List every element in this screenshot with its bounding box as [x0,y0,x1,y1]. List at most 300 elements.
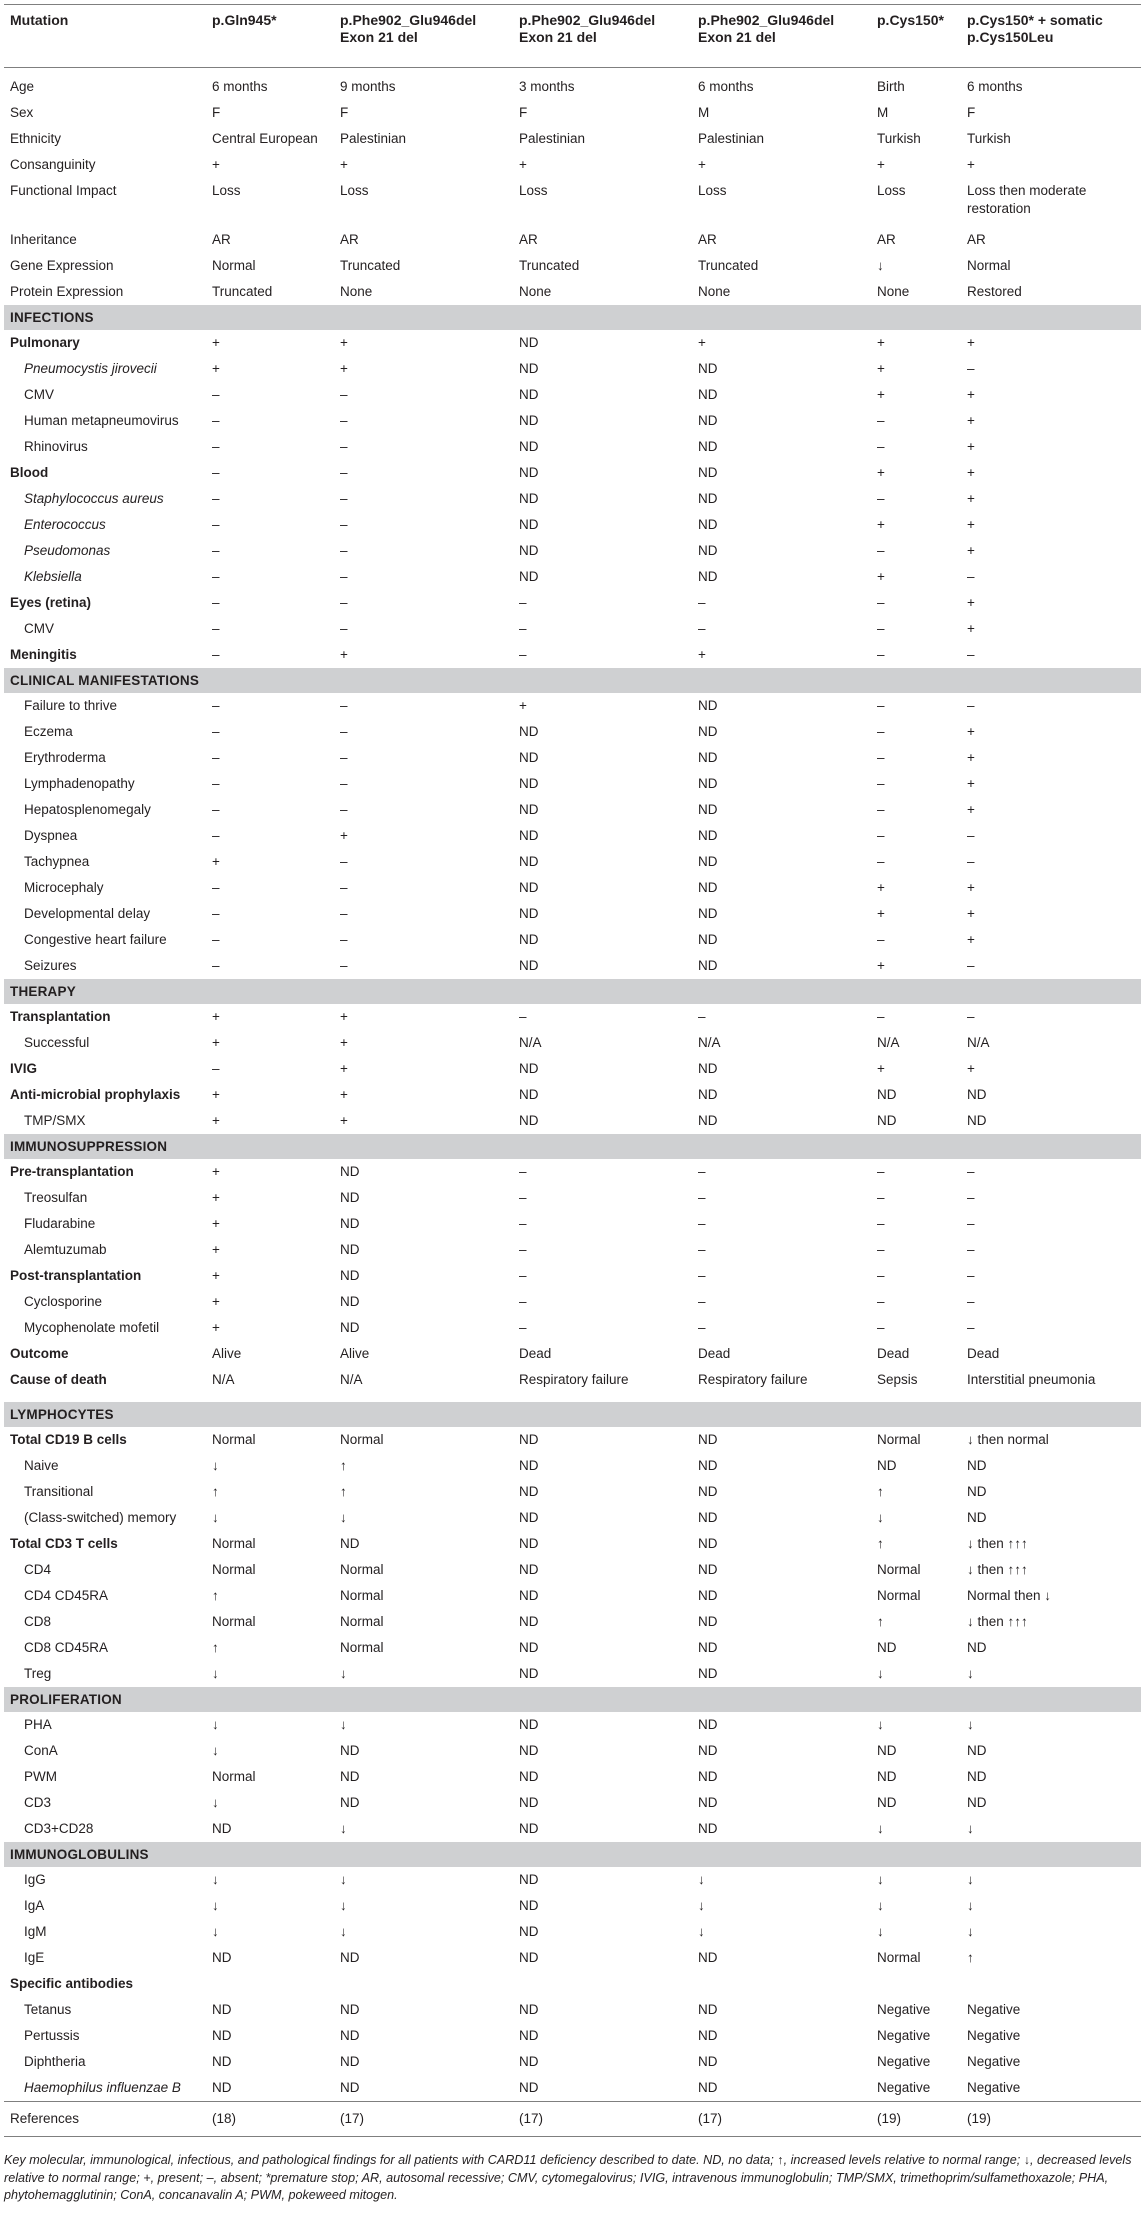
table-cell: ND [967,1484,987,1499]
table-cell: ↓ [212,1872,219,1887]
row-label: Inheritance [10,232,77,247]
table-cell: – [967,1009,975,1024]
table-row [4,330,1141,356]
table-cell: – [340,724,348,739]
row-label: Erythroderma [24,750,106,765]
table-cell: (17) [334,2102,513,2137]
table-cell: – [519,595,527,610]
table-cell: N/A [877,1035,900,1050]
table-cell: ND [519,1950,539,1965]
table-cell: ND [519,491,539,506]
table-cell: – [698,1242,706,1257]
table-cell: – [877,724,885,739]
table-cell: + [212,1035,220,1050]
table-row [4,356,1141,382]
table-cell: ND [519,906,539,921]
table-cell: – [212,517,220,532]
table-cell: ND [698,958,718,973]
table-row [4,1583,1141,1609]
table-cell: ND [340,1268,360,1283]
row-label: Rhinovirus [24,439,88,454]
table-cell: ND [212,2002,232,2017]
row-label: Specific antibodies [10,1976,134,1991]
row-label: CD8 [24,1614,52,1629]
table-cell: ↑ [340,1458,347,1473]
table-cell: + [212,1164,220,1179]
row-label: Pulmonary [10,335,80,350]
table-cell: ND [698,413,718,428]
table-cell: Respiratory failure [698,1372,808,1387]
table-cell: + [212,1268,220,1283]
table-cell: ND [519,387,539,402]
table-cell: + [212,157,220,172]
table-cell: ND [519,1484,539,1499]
table-cell: ND [519,958,539,973]
table-cell: – [340,517,348,532]
table-cell: ND [212,2028,232,2043]
table-row [4,512,1141,538]
table-cell: AR [212,232,231,247]
table-cell: – [877,1294,885,1309]
table-cell [334,1971,513,1997]
table-cell: ND [967,1087,987,1102]
table-cell: ↓ [967,1898,974,1913]
table-cell: – [340,491,348,506]
table-row [4,100,1141,126]
row-label: Enterococcus [24,517,106,532]
table-cell: – [519,647,527,662]
section-title: IMMUNOGLOBULINS [4,1842,1141,1867]
row-label: Meningitis [10,647,77,662]
table-cell: ND [519,1640,539,1655]
row-label: CMV [24,621,54,636]
table-cell: ND [698,880,718,895]
row-label: Developmental delay [24,906,151,921]
table-cell: None [877,284,910,299]
table-cell: + [967,491,975,506]
table-cell: ND [519,1087,539,1102]
table-cell: ↓ [967,1821,974,1836]
table-cell: – [212,724,220,739]
table-row [4,901,1141,927]
table-cell: + [340,1061,348,1076]
table-cell: Loss [212,183,241,198]
table-cell: + [212,1087,220,1102]
table-cell: (19) [961,2102,1141,2137]
table-cell: + [967,906,975,921]
table-cell: Normal [340,1562,384,1577]
table-cell: – [212,465,220,480]
table-cell: – [967,361,975,376]
table-cell: – [340,854,348,869]
table-cell: Dead [698,1346,731,1361]
table-cell: – [340,958,348,973]
table-cell: ↓ [212,1795,219,1810]
table-cell: – [519,1216,527,1231]
row-label: Pneumocystis jirovecii [24,361,157,376]
row-label: Tetanus [24,2002,72,2017]
table-cell: + [340,1113,348,1128]
table-cell: N/A [967,1035,990,1050]
table-row [4,2075,1141,2102]
table-cell: Negative [967,2028,1021,2043]
table-cell: ND [340,1320,360,1335]
table-cell: Truncated [519,258,580,273]
table-row [4,2023,1141,2049]
table-cell: 3 months [519,79,575,94]
table-cell: ND [519,1061,539,1076]
table-cell: Normal [877,1432,921,1447]
table-cell: – [698,1216,706,1231]
table-cell: ND [519,1898,539,1913]
table-cell: ↑ [877,1536,884,1551]
row-label: Alemtuzumab [24,1242,107,1257]
table-row [4,1237,1141,1263]
table-cell: ND [519,2028,539,2043]
table-cell: ND [519,880,539,895]
table-cell: ND [698,776,718,791]
table-cell: ND [519,335,539,350]
table-cell: + [967,157,975,172]
table-cell: + [519,698,527,713]
table-row [4,1108,1141,1134]
table-cell: F [340,105,349,120]
table-cell: ND [967,1743,987,1758]
table-cell: F [212,105,221,120]
table-cell: (19) [871,2102,961,2137]
table-cell: ND [519,413,539,428]
table-cell: ND [698,1458,718,1473]
table-cell: ND [340,2028,360,2043]
table-cell: + [212,1294,220,1309]
table-row [4,1790,1141,1816]
table-cell: ↓ then ↑↑↑ [967,1562,1028,1577]
row-label: Congestive heart failure [24,932,167,947]
table-cell: Normal [212,258,256,273]
table-row [4,1997,1141,2023]
table-cell: – [340,621,348,636]
table-cell: – [967,854,975,869]
table-cell: – [519,1242,527,1257]
table-cell: + [967,802,975,817]
table-cell: – [967,958,975,973]
table-cell: – [877,491,885,506]
table-row [4,1056,1141,1082]
table-cell: + [212,361,220,376]
table-cell: ND [519,1614,539,1629]
table-cell: AR [967,232,986,247]
table-cell: Interstitial pneumonia [967,1372,1096,1387]
table-cell: ND [698,1588,718,1603]
table-cell: 6 months [967,79,1023,94]
table-row [4,152,1141,178]
column-header: p.Phe902_Glu946del Exon 21 del [334,5,513,68]
table-cell: – [212,1061,220,1076]
table-cell: ND [519,1562,539,1577]
table-cell: + [877,880,885,895]
row-label: ConA [24,1743,58,1758]
table-cell: Negative [877,2080,931,2095]
table-cell: – [212,932,220,947]
table-cell: – [877,932,885,947]
table-cell: ND [519,1795,539,1810]
table-row [4,1030,1141,1056]
table-cell: AR [698,232,717,247]
table-cell: ↓ [212,1510,219,1525]
table-cell: – [967,1294,975,1309]
table-cell: ND [340,1242,360,1257]
references-row [4,2102,1141,2137]
table-cell: + [212,1242,220,1257]
table-cell: ↓ [340,1821,347,1836]
table-cell: ND [877,1087,897,1102]
table-cell: – [519,1164,527,1179]
table-cell: ND [698,828,718,843]
table-cell: – [877,439,885,454]
table-cell: + [967,517,975,532]
table-cell: + [212,335,220,350]
table-cell: F [519,105,528,120]
table-cell: – [698,1009,706,1024]
table-cell: ND [519,1743,539,1758]
table-cell: ND [698,750,718,765]
table-cell: + [967,465,975,480]
table-cell: N/A [340,1372,363,1387]
table-cell: – [967,1268,975,1283]
table-cell: + [212,1113,220,1128]
table-cell: ND [212,2054,232,2069]
table-cell: Negative [967,2054,1021,2069]
table-cell: Birth [877,79,905,94]
table-cell: ND [698,2028,718,2043]
table-cell: ND [519,776,539,791]
table-cell: Normal [967,258,1011,273]
table-cell: ↓ [698,1924,705,1939]
row-label: Human metapneumovirus [24,413,179,428]
table-cell: ND [519,724,539,739]
table-cell: (17) [513,2102,692,2137]
table-cell: + [967,880,975,895]
table-row [4,178,1141,227]
table-cell: – [212,828,220,843]
table-row [4,1159,1141,1185]
table-cell: – [967,1190,975,1205]
table-cell: Alive [340,1346,370,1361]
row-label: Haemophilus influenzae B [24,2080,181,2095]
table-cell: ND [698,1061,718,1076]
table-cell: ↓ [340,1666,347,1681]
table-cell: N/A [698,1035,721,1050]
table-cell: ND [519,2054,539,2069]
section-header-row [4,979,1141,1004]
table-cell: + [212,1320,220,1335]
table-cell: ↓ [877,1821,884,1836]
table-cell: + [212,854,220,869]
table-cell: Normal [877,1950,921,1965]
table-row [4,382,1141,408]
table-cell: Normal [877,1588,921,1603]
table-row [4,1816,1141,1842]
table-cell [961,1971,1141,1997]
table-cell: – [212,698,220,713]
table-cell: Palestinian [340,131,407,146]
table-cell: ND [519,1821,539,1836]
table-cell: ↓ [877,1666,884,1681]
table-row [4,823,1141,849]
table-cell: ↓ [698,1872,705,1887]
table-cell: ↓ [877,1510,884,1525]
table-cell: ND [519,1510,539,1525]
table-cell: Truncated [698,258,759,273]
table-cell: ND [212,1950,232,1965]
table-cell: + [967,387,975,402]
table-cell: ND [698,1536,718,1551]
table-cell: + [967,543,975,558]
table-cell: ND [698,698,718,713]
table-cell: + [340,335,348,350]
table-cell: ↓ [212,1924,219,1939]
table-cell: ↓ then normal [967,1432,1049,1447]
table-cell: ND [519,1769,539,1784]
table-cell: – [340,569,348,584]
table-cell: + [877,335,885,350]
table-cell: – [698,595,706,610]
table-cell: + [340,1035,348,1050]
table-cell: ND [519,569,539,584]
table-row [4,1738,1141,1764]
table-cell: + [212,1009,220,1024]
table-cell: Palestinian [698,131,765,146]
table-cell: ↓ [340,1898,347,1913]
row-label: Treosulfan [24,1190,88,1205]
table-cell: Alive [212,1346,242,1361]
row-label: Pertussis [24,2028,80,2043]
table-cell [871,1971,961,1997]
row-label: Outcome [10,1346,69,1361]
table-cell: ND [340,1769,360,1784]
table-cell: + [967,1061,975,1076]
table-cell: + [967,413,975,428]
row-label: Age [10,79,35,94]
row-label: Failure to thrive [24,698,118,713]
row-label: Cyclosporine [24,1294,103,1309]
table-cell: + [698,647,706,662]
table-row [4,1505,1141,1531]
row-label: Tachypnea [24,854,90,869]
table-cell: ND [967,1769,987,1784]
table-cell: ND [698,517,718,532]
table-cell: – [212,802,220,817]
table-cell: ND [698,361,718,376]
table-cell: – [967,569,975,584]
table-cell: ↑ [967,1950,974,1965]
section-title: THERAPY [4,979,1141,1004]
table-cell: – [212,387,220,402]
table-cell: – [967,1164,975,1179]
table-cell: ND [519,517,539,532]
table-cell: ND [698,1510,718,1525]
table-cell: ND [967,1795,987,1810]
table-cell: – [877,1242,885,1257]
table-cell: – [877,802,885,817]
row-label: Microcephaly [24,880,104,895]
table-row [4,1531,1141,1557]
table-cell: + [967,595,975,610]
table-cell: ND [698,439,718,454]
table-cell: ND [519,1588,539,1603]
table-cell: ↓ then ↑↑↑ [967,1536,1028,1551]
table-cell: Normal [212,1536,256,1551]
column-header: p.Gln945* [206,5,334,68]
table-cell: Loss [698,183,727,198]
row-label: Diphtheria [24,2054,86,2069]
table-cell: Sepsis [877,1372,918,1387]
table-cell: Turkish [877,131,921,146]
row-label: Eczema [24,724,73,739]
table-row [4,1971,1141,1997]
table-cell: – [519,621,527,636]
table-cell: ND [340,1294,360,1309]
table-cell: + [877,517,885,532]
table-cell: – [519,1009,527,1024]
row-label: IgA [24,1898,45,1913]
column-header: p.Cys150* + somatic p.Cys150Leu [961,5,1141,68]
row-label: CD3+CD28 [24,1821,94,1836]
table-cell: – [698,1320,706,1335]
table-cell: AR [877,232,896,247]
table-row [4,875,1141,901]
table-cell: Dead [967,1346,1000,1361]
table-cell: ND [877,1795,897,1810]
table-cell: – [340,465,348,480]
table-cell: – [212,543,220,558]
table-row [4,1609,1141,1635]
table-cell: – [340,387,348,402]
table-cell: ND [698,2002,718,2017]
table-cell: – [698,1294,706,1309]
table-cell: ↓ [212,1898,219,1913]
table-cell: + [877,157,885,172]
table-cell: ND [519,802,539,817]
table-row [4,279,1141,305]
table-cell: 6 months [698,79,754,94]
table-row [4,227,1141,253]
section-title: CLINICAL MANIFESTATIONS [4,668,1141,693]
table-row [4,564,1141,590]
table-cell: Loss [877,183,906,198]
table-row [4,1185,1141,1211]
table-cell: ND [519,465,539,480]
section-header-row [4,1134,1141,1159]
table-cell: AR [340,232,359,247]
table-cell: Normal [212,1562,256,1577]
table-cell: ND [519,750,539,765]
table-row [4,1712,1141,1738]
table-cell: (18) [206,2102,334,2137]
table-row [4,1764,1141,1790]
table-cell: ↓ [212,1743,219,1758]
row-label: Ethnicity [10,131,62,146]
row-label: Blood [10,465,49,480]
table-cell: ↓ [967,1717,974,1732]
table-row [4,1004,1141,1030]
table-cell: Negative [877,2054,931,2069]
table-cell: ND [519,1924,539,1939]
table-row [4,797,1141,823]
table-cell: ↓ [877,1872,884,1887]
table-cell: ND [698,1484,718,1499]
table-cell: ND [877,1640,897,1655]
